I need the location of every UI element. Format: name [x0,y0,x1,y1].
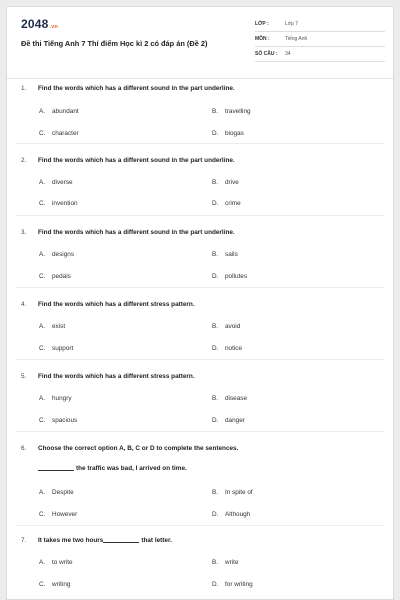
question-stem [38,465,187,472]
option-a[interactable] [39,323,65,330]
option-letter: C. [39,417,46,424]
meta-row-subject [255,32,385,47]
option-c[interactable] [39,345,73,352]
option-d[interactable] [212,511,250,518]
option-text: crime [225,200,241,207]
option-text: drive [225,179,239,186]
option-text: In spite of [225,489,253,496]
question-number: 5. [21,373,27,380]
option-a[interactable] [39,489,74,496]
question-prompt [21,537,172,544]
option-text: biogas [225,130,244,137]
option-letter: B. [212,395,219,402]
option-letter: D. [212,345,219,352]
option-letter: A. [39,323,46,330]
meta-key: LỚP : [255,21,269,27]
exam-header [7,7,393,79]
option-d[interactable] [212,273,247,280]
question-text: Find the words which has a different stress pattern. [38,373,195,380]
option-a[interactable] [39,179,73,186]
option-d[interactable] [212,345,242,352]
option-text: danger [225,417,245,424]
divider [15,431,385,432]
question-prompt [21,157,235,164]
divider [15,287,385,288]
question-prompt [21,373,195,380]
option-text: However [52,511,78,518]
exam-page [6,6,394,600]
logo-suffix: .vn [49,24,59,30]
divider [15,525,385,526]
option-b[interactable] [212,559,239,566]
option-text: support [52,345,74,352]
option-text: hungry [52,395,72,402]
logo-text: 2048 [21,17,49,31]
question-text-before: It takes me two hours [38,537,104,544]
option-text: spacious [52,417,78,424]
option-letter: A. [39,395,46,402]
question-number: 1. [21,85,27,92]
option-letter: D. [212,511,219,518]
option-c[interactable] [39,273,71,280]
option-a[interactable] [39,108,79,115]
option-text: pollutes [225,273,248,280]
option-text: travelling [225,108,251,115]
option-b[interactable] [212,251,238,258]
question-text: Find the words which has a different sound in the part underline. [38,229,235,236]
meta-row-count [255,47,385,62]
question-text: Find the words which has a different stress pattern. [38,301,195,308]
option-text: notice [225,345,243,352]
option-b[interactable] [212,489,253,496]
option-a[interactable] [39,395,72,402]
option-b[interactable] [212,395,247,402]
divider [15,359,385,360]
option-text: disease [225,395,248,402]
option-letter: B. [212,251,219,258]
meta-key: MÔN : [255,36,270,42]
option-text: for writing [225,581,253,588]
answer-blank [38,465,74,471]
option-letter: C. [39,345,46,352]
meta-row-class [255,17,385,32]
option-letter: A. [39,251,46,258]
question-number: 4. [21,301,27,308]
question-text-after: that letter. [141,537,172,544]
option-letter: B. [212,108,219,115]
option-text: writing [52,581,71,588]
option-d[interactable] [212,130,244,137]
option-text: pedals [52,273,71,280]
option-text: character [52,130,79,137]
question-number: 2. [21,157,27,164]
option-text: abundant [52,108,79,115]
option-c[interactable] [39,417,77,424]
option-letter: D. [212,417,219,424]
option-letter: D. [212,200,219,207]
option-letter: D. [212,273,219,280]
option-letter: B. [212,323,219,330]
meta-value: Tiếng Anh [285,36,308,42]
option-letter: D. [212,581,219,588]
meta-value: 34 [285,51,291,57]
option-b[interactable] [212,179,239,186]
option-text: Despite [52,489,74,496]
option-c[interactable] [39,200,78,207]
divider [15,143,385,144]
option-letter: C. [39,581,46,588]
stem-text: the traffic was bad, I arrived on time. [76,465,187,472]
option-letter: C. [39,130,46,137]
option-letter: C. [39,200,46,207]
site-logo[interactable] [21,17,58,31]
option-c[interactable] [39,130,79,137]
option-text: write [225,559,239,566]
option-letter: B. [212,489,219,496]
answer-blank [103,537,139,543]
option-letter: C. [39,511,46,518]
option-letter: B. [212,559,219,566]
option-letter: A. [39,179,46,186]
question-number: 3. [21,229,27,236]
option-c[interactable] [39,581,70,588]
question-prompt [21,229,235,236]
meta-value: Lớp 7 [285,21,299,27]
question-text: Choose the correct option A, B, C or D to complete the sentences. [38,445,239,452]
question-text: Find the words which has a different sound in the part underline. [38,85,235,92]
question-prompt [21,445,238,452]
option-d[interactable] [212,417,245,424]
option-text: to write [52,559,73,566]
question-prompt [21,85,235,92]
option-d[interactable] [212,200,241,207]
option-letter: A. [39,559,46,566]
question-prompt [21,301,195,308]
option-letter: C. [39,273,46,280]
option-b[interactable] [212,323,240,330]
page-title: Đề thi Tiếng Anh 7 Thí điểm Học kì 2 có đáp án (Đề 2) [21,39,208,48]
divider [15,215,385,216]
option-text: invention [52,200,78,207]
option-c[interactable] [39,511,77,518]
option-text: avoid [225,323,241,330]
option-b[interactable] [212,108,251,115]
option-letter: A. [39,489,46,496]
option-a[interactable] [39,559,73,566]
question-number: 7. [21,537,27,544]
option-letter: D. [212,130,219,137]
option-letter: B. [212,179,219,186]
question-text: Find the words which has a different sound in the part underline. [38,157,235,164]
option-letter: A. [39,108,46,115]
option-text: diverse [52,179,73,186]
meta-key: SỐ CÂU : [255,51,278,57]
exam-meta [255,17,385,62]
option-text: designs [52,251,75,258]
option-a[interactable] [39,251,74,258]
question-number: 6. [21,445,27,452]
option-d[interactable] [212,581,253,588]
option-text: exist [52,323,66,330]
option-text: sails [225,251,238,258]
option-text: Although [225,511,251,518]
